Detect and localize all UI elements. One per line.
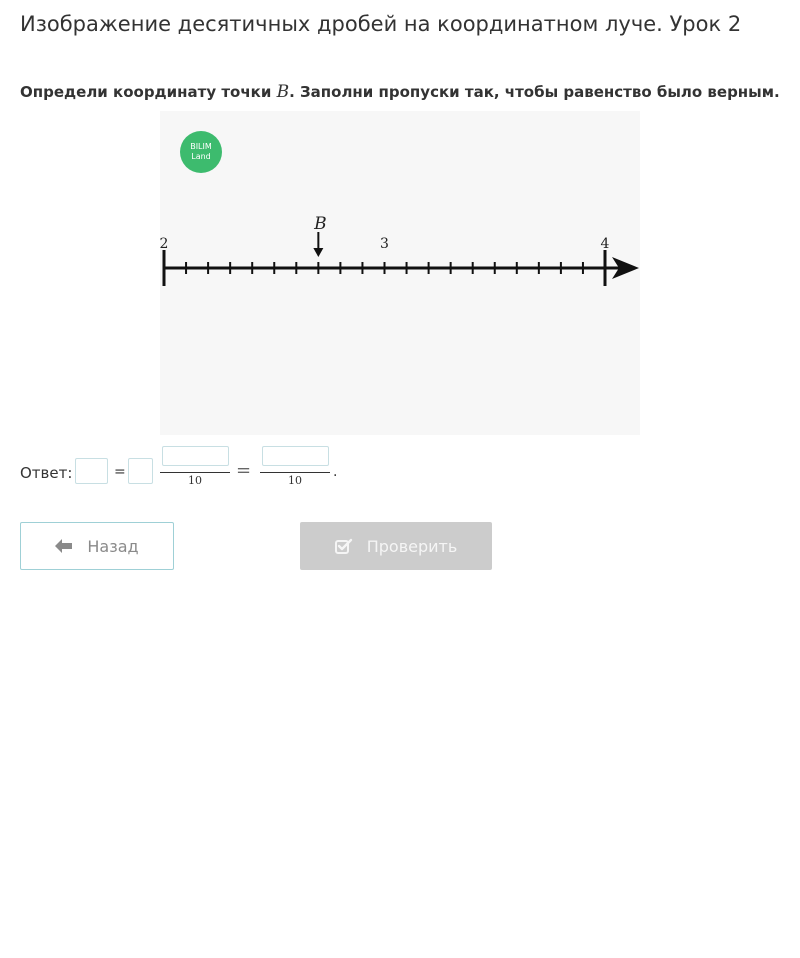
back-button[interactable]: [20, 522, 174, 570]
fraction-bar-2: [260, 472, 330, 473]
check-button-label: Проверить: [366, 536, 458, 556]
equals-sign: =: [114, 464, 126, 480]
check-square-icon: [335, 538, 353, 554]
point-label-B: B: [314, 214, 327, 234]
page-title: Изображение десятичных дробей на координатном луче. Урок 2: [20, 12, 742, 36]
logo-line-2: Land: [191, 152, 211, 161]
check-button[interactable]: [300, 522, 492, 570]
answer-label: Ответ:: [20, 464, 73, 482]
logo-line-1: BILIM: [190, 142, 212, 151]
fraction-bar-1: [160, 472, 230, 473]
axis-label-2: 2: [160, 236, 169, 252]
arrow-left-icon: [55, 539, 73, 553]
task-text-after: . Заполни пропуски так, чтобы равенство было верным.: [289, 83, 780, 101]
answer-input-decimal[interactable]: [75, 458, 108, 484]
task-text-before: Определи координату точки: [20, 83, 277, 101]
task-instruction: [20, 82, 780, 102]
answer-input-whole[interactable]: [128, 458, 153, 484]
task-point-name: B: [276, 82, 290, 102]
back-button-label: Назад: [87, 536, 139, 556]
answer-input-numerator-1[interactable]: [162, 446, 229, 466]
denominator-2: 10: [288, 474, 302, 487]
point-arrow-head: [313, 248, 323, 257]
axis-label-4: 4: [600, 236, 610, 252]
axis-label-3: 3: [380, 236, 389, 252]
number-line: [160, 111, 640, 435]
answer-input-numerator-2[interactable]: [262, 446, 329, 466]
answer-period: .: [333, 464, 338, 480]
equals-sign-big: =: [236, 460, 252, 481]
denominator-1: 10: [188, 474, 202, 487]
number-line-figure: [160, 111, 640, 435]
